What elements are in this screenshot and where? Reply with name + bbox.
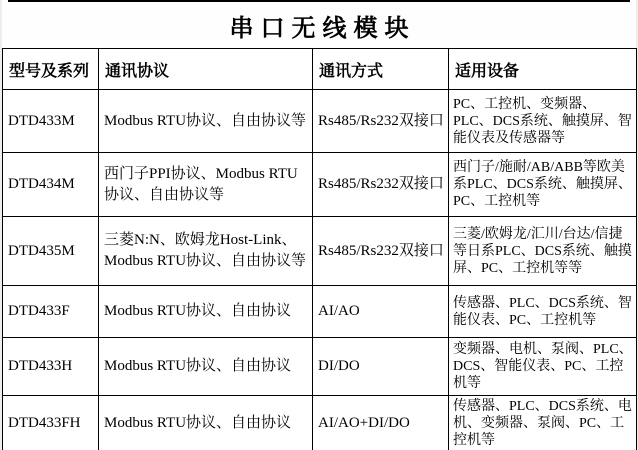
devices-cell: 西门子/施耐/AB/ABB等欧美系PLC、DCS系统、触摸屏、PC、工控机等 bbox=[449, 153, 637, 217]
table-header-row bbox=[3, 49, 637, 90]
col-header-model: 型号及系列 bbox=[3, 49, 99, 90]
model-cell: DTD433F bbox=[3, 286, 99, 338]
protocol-cell: Modbus RTU协议、自由协议等 bbox=[99, 90, 313, 153]
model-cell: DTD433H bbox=[3, 338, 99, 396]
devices-cell: 传感器、PLC、DCS系统、电机、变频器、泵阀、PC、工控机等 bbox=[449, 396, 637, 450]
model-cell: DTD433FH bbox=[3, 396, 99, 450]
col-header-protocol: 通讯协议 bbox=[99, 49, 313, 90]
method-cell: DI/DO bbox=[313, 338, 449, 396]
table-row bbox=[3, 217, 637, 286]
title-bar bbox=[0, 2, 638, 48]
table-row bbox=[3, 90, 637, 153]
method-cell: Rs485/Rs232双接口 bbox=[313, 90, 449, 153]
method-cell: Rs485/Rs232双接口 bbox=[313, 217, 449, 286]
table-row bbox=[3, 338, 637, 396]
table-row bbox=[3, 286, 637, 338]
devices-cell: 三菱/欧姆龙/汇川/台达/信捷等日系PLC、DCS系统、触摸屏、PC、工控机等等 bbox=[449, 217, 637, 286]
col-header-devices: 适用设备 bbox=[449, 49, 637, 90]
model-cell: DTD433M bbox=[3, 90, 99, 153]
protocol-cell: Modbus RTU协议、自由协议 bbox=[99, 286, 313, 338]
devices-cell: 传感器、PLC、DCS系统、智能仪表、PC、工控机等 bbox=[449, 286, 637, 338]
model-cell: DTD435M bbox=[3, 217, 99, 286]
devices-cell: 变频器、电机、泵阀、PLC、DCS、智能仪表、PC、工控机等 bbox=[449, 338, 637, 396]
devices-cell: PC、工控机、变频器、PLC、DCS系统、触摸屏、智能仪表及传感器等 bbox=[449, 90, 637, 153]
module-spec-table bbox=[2, 48, 637, 450]
protocol-cell: Modbus RTU协议、自由协议 bbox=[99, 338, 313, 396]
page-title: 串口无线模块 bbox=[229, 14, 416, 42]
col-header-method: 通讯方式 bbox=[313, 49, 449, 90]
model-cell: DTD434M bbox=[3, 153, 99, 217]
protocol-cell: 西门子PPI协议、Modbus RTU协议、自由协议等 bbox=[99, 153, 313, 217]
method-cell: AI/AO bbox=[313, 286, 449, 338]
protocol-cell: Modbus RTU协议、自由协议 bbox=[99, 396, 313, 450]
method-cell: Rs485/Rs232双接口 bbox=[313, 153, 449, 217]
method-cell: AI/AO+DI/DO bbox=[313, 396, 449, 450]
protocol-cell: 三菱N:N、欧姆龙Host-Link、Modbus RTU协议、自由协议等 bbox=[99, 217, 313, 286]
table-row bbox=[3, 153, 637, 217]
table-row bbox=[3, 396, 637, 450]
